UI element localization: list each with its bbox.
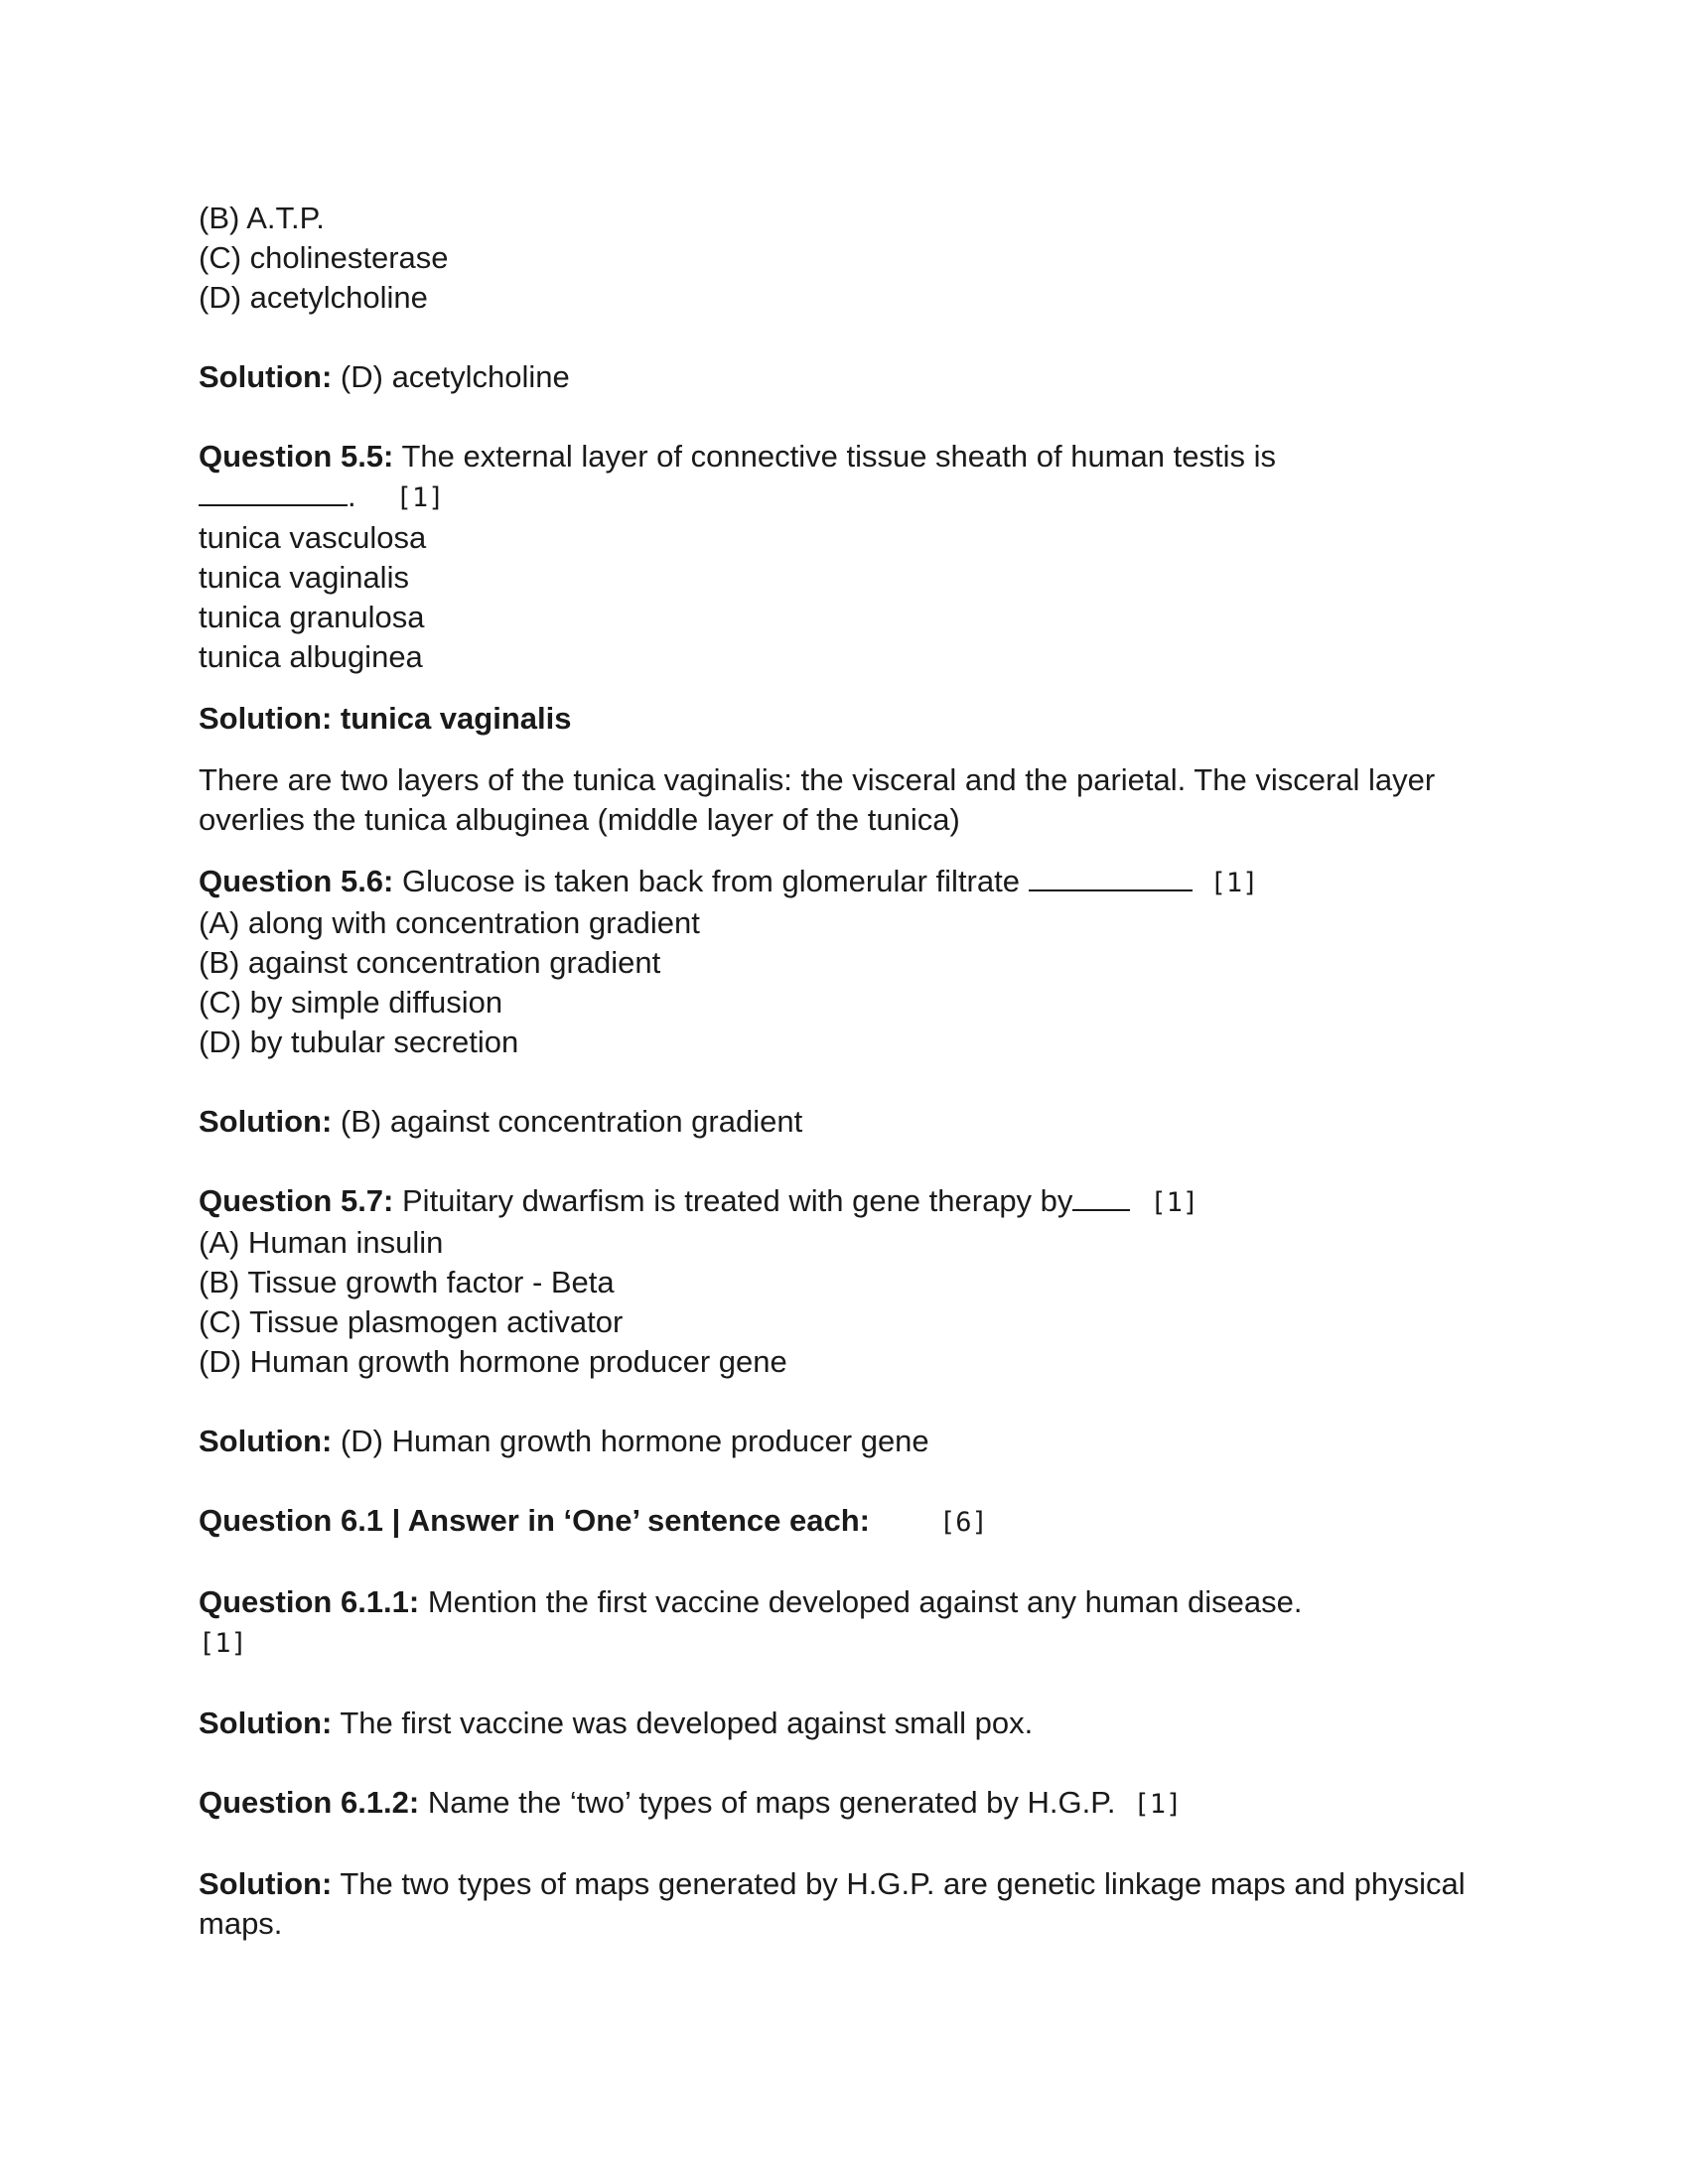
solution-label: Solution:	[199, 1706, 333, 1740]
solution-text: (D) Human growth hormone producer gene	[340, 1424, 929, 1458]
marks: [1]	[199, 1628, 247, 1659]
q56-option: (B) against concentration gradient	[199, 945, 661, 980]
q55-question	[199, 437, 1489, 477]
q61-heading: Question 6.1 | Answer in ‘One’ sentence each: [6]	[199, 1503, 988, 1538]
marks: [1]	[1133, 1789, 1183, 1820]
q57-option: (B) Tissue growth factor - Beta	[199, 1265, 615, 1299]
q55-solution: Solution: tunica vaginalis	[199, 701, 572, 736]
marks: [1]	[1209, 868, 1259, 898]
marks: [6]	[938, 1507, 988, 1538]
q56-question	[199, 862, 1489, 903]
q55-option: tunica vasculosa	[199, 520, 427, 555]
q54-solution	[199, 357, 1489, 397]
q56-option: (D) by tubular secretion	[199, 1024, 519, 1059]
question-label: Question 5.6:	[199, 864, 394, 898]
answer-blank	[1072, 1183, 1130, 1211]
document-page	[199, 199, 1489, 1944]
q54-option-b: (B) A.T.P.	[199, 201, 325, 235]
solution-label: Solution:	[199, 1424, 333, 1458]
question-label: Question 6.1.1:	[199, 1584, 420, 1619]
question-label: Question 5.7:	[199, 1183, 394, 1218]
question-text: The external layer of connective tissue sheath of human testis is	[401, 439, 1276, 474]
q56-option: (A) along with concentration gradient	[199, 905, 700, 940]
question-text: Pituitary dwarfism is treated with gene therapy by	[402, 1183, 1073, 1218]
solution-text: (D) acetylcholine	[340, 359, 570, 394]
q54-option-c: (C) cholinesterase	[199, 240, 449, 275]
solution-text: The first vaccine was developed against small pox.	[340, 1706, 1034, 1740]
answer-blank	[199, 478, 348, 506]
q55-explanation: There are two layers of the tunica vaginalis: the visceral and the parietal. The visceral layer overlies the tunica albuginea (middle layer of the tunica)	[199, 762, 1436, 837]
q57-question	[199, 1181, 1489, 1223]
question-text: Glucose is taken back from glomerular filtrate	[402, 864, 1020, 898]
marks: [1]	[1150, 1187, 1199, 1218]
marks: [1]	[395, 482, 445, 513]
q611-solution	[199, 1704, 1489, 1743]
q57-option: (A) Human insulin	[199, 1225, 444, 1260]
q612-solution	[199, 1864, 1489, 1944]
q55-option: tunica vaginalis	[199, 560, 409, 595]
solution-text: The two types of maps generated by H.G.P. are genetic linkage maps and physical maps.	[199, 1866, 1466, 1941]
question-text: Mention the first vaccine developed against any human disease.	[427, 1584, 1303, 1619]
q612-question	[199, 1783, 1489, 1825]
solution-label: Solution:	[199, 359, 333, 394]
q55-option: tunica albuginea	[199, 639, 423, 674]
solution-text: (B) against concentration gradient	[340, 1104, 803, 1139]
question-label: Question 6.1.2:	[199, 1785, 420, 1820]
q57-option: (D) Human growth hormone producer gene	[199, 1344, 787, 1379]
answer-blank	[1029, 864, 1193, 891]
q611-question	[199, 1582, 1489, 1622]
q55-blank-line: . [1]	[199, 477, 1489, 518]
q54-option-d: (D) acetylcholine	[199, 280, 428, 315]
solution-label: Solution:	[199, 1866, 333, 1901]
solution-label: Solution:	[199, 1104, 333, 1139]
q56-solution	[199, 1102, 1489, 1142]
question-text: Name the ‘two’ types of maps generated by H.G.P.	[427, 1785, 1116, 1820]
question-label: Question 5.5:	[199, 439, 394, 474]
q55-option: tunica granulosa	[199, 600, 425, 634]
q57-option: (C) Tissue plasmogen activator	[199, 1304, 624, 1339]
q57-solution	[199, 1422, 1489, 1461]
q56-option: (C) by simple diffusion	[199, 985, 503, 1020]
q611-marks-line	[199, 1622, 1489, 1664]
